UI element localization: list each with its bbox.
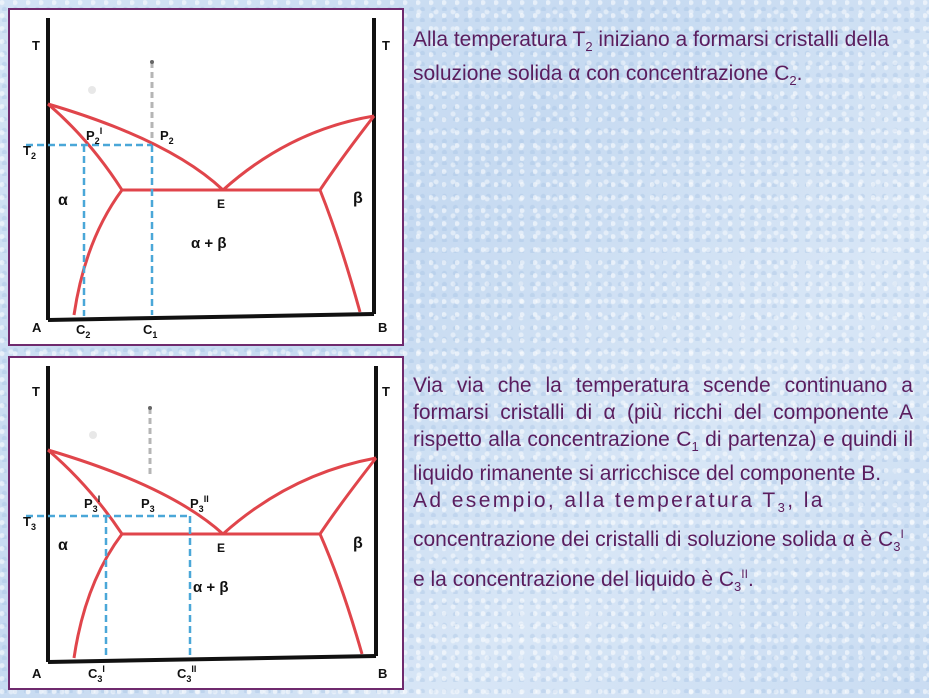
p2-label: $P_2$	[160, 128, 174, 146]
alpha-label: α	[58, 537, 68, 554]
phase-diagram-2	[10, 358, 402, 688]
c3ii-label: $C_3^{II}$	[177, 664, 197, 684]
grey-dot	[148, 406, 152, 410]
solvus-right	[320, 190, 360, 312]
b-label: B	[378, 320, 388, 335]
c1-label: $C_1$	[143, 322, 158, 340]
axis-t-left-label: T	[32, 38, 40, 53]
axis-bottom	[48, 656, 376, 662]
solvus-left	[74, 190, 122, 315]
phase-diagram-panel-1	[8, 8, 404, 346]
a-label: A	[32, 666, 42, 681]
c3i-label: $C_3^I$	[88, 664, 105, 684]
phase-diagram-1	[10, 10, 402, 344]
eutectic-label: E	[217, 197, 226, 211]
explanation-text-2	[413, 372, 913, 600]
grey-dot	[150, 60, 154, 64]
phase-curves	[48, 450, 376, 658]
liquidus-right	[223, 116, 374, 190]
paragraph-t3-example: Ad esempio, alla temperatura $T_3$, la	[413, 489, 825, 516]
eutectic-label: E	[217, 541, 226, 555]
p3ii-label: $P_3^{II}$	[190, 494, 209, 514]
small-circle-mark	[89, 431, 97, 439]
liquidus-left	[48, 450, 223, 534]
a-label: A	[32, 320, 42, 335]
beta-label: β	[353, 190, 363, 207]
construction-lines	[26, 516, 190, 658]
t3-label: $T_3$	[23, 514, 36, 532]
alpha-beta-label: α + β	[193, 579, 229, 596]
axis-t-right-label: T	[382, 384, 390, 399]
construction-lines	[26, 145, 152, 316]
explanation-text-1	[413, 26, 913, 94]
paragraph-cooling: Via via che la temperatura scende continuano a formarsi cristalli di α (più ricchi del componente A rispetto alla concentrazione $C_1$ di partenza) e quindi il liquido rimanente si arricchisce del componente B.	[413, 374, 914, 486]
paragraph-concentrations: concentrazione dei cristalli di soluzione solida α è $C_3^I$ e la concentrazione del liquido è $C_3^{II}$.	[413, 527, 904, 594]
t2-label: $T_2$	[23, 143, 36, 161]
small-circle-mark	[88, 86, 96, 94]
p3i-label: $P_3^I$	[84, 494, 101, 514]
p3-label: $P_3$	[141, 496, 155, 514]
alpha-label: α	[58, 192, 68, 209]
b-label: B	[378, 666, 388, 681]
solvus-right	[320, 534, 362, 654]
p2i-label: $P_2^I$	[86, 126, 103, 146]
alpha-beta-label: α + β	[191, 235, 227, 252]
liquidus-left	[48, 104, 223, 190]
axis-t-left-label: T	[32, 384, 40, 399]
axis-t-right-label: T	[382, 38, 390, 53]
c2-label: $C_2$	[76, 322, 91, 340]
liquidus-right	[223, 458, 376, 534]
phase-diagram-panel-2	[8, 356, 404, 690]
axis-bottom	[48, 314, 374, 320]
paragraph-t2: Alla temperatura $T_2$ iniziano a formarsi cristalli della soluzione solida α con concentrazione $C_2$.	[413, 28, 890, 89]
solvus-left	[74, 534, 122, 658]
beta-label: β	[353, 535, 363, 552]
